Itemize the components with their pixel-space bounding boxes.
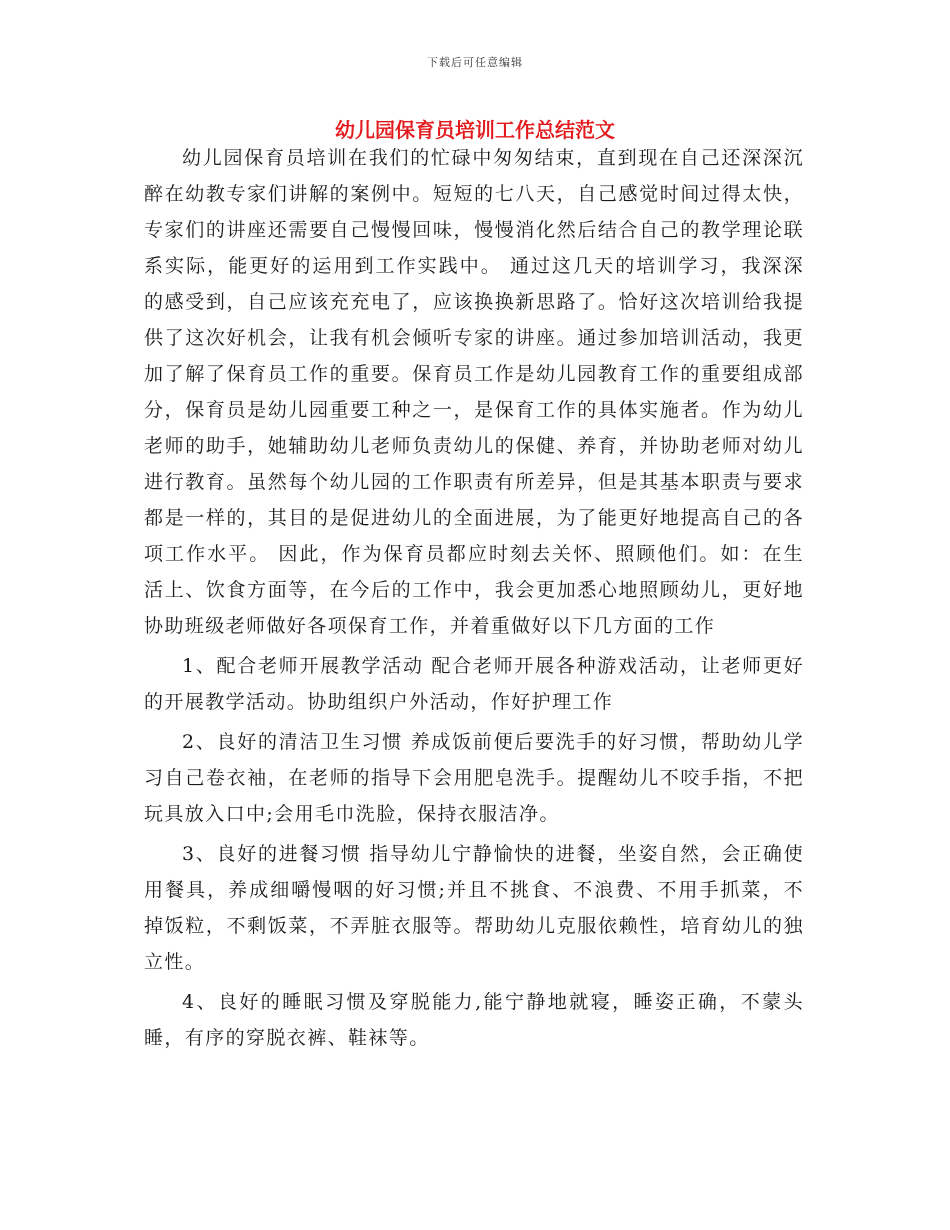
- document-title: 幼儿园保育员培训工作总结范文: [335, 118, 615, 142]
- document-body: [144, 140, 804, 1056]
- paragraph-item-3: 3、良好的进餐习惯 指导幼儿宁静愉快的进餐，坐姿自然，会正确使用餐具，养成细嚼慢咽的好习惯;并且不挑食、不浪费、不用手抓菜，不掉饭粒，不剩饭菜，不弄脏衣服等。帮助幼儿克服依赖性，培育幼儿的独立性。: [144, 843, 804, 973]
- paragraph-item-1: 1、配合老师开展教学活动 配合老师开展各种游戏活动，让老师更好的开展教学活动。协助组织户外活动，作好护理工作: [144, 655, 804, 713]
- paragraph-item-4: 4、良好的睡眠习惯及穿脱能力,能宁静地就寝，睡姿正确，不蒙头睡，有序的穿脱衣裤、鞋袜等。: [144, 991, 804, 1049]
- paragraph-intro: 幼儿园保育员培训在我们的忙碌中匆匆结束，直到现在自己还深深沉醉在幼教专家们讲解的案例中。短短的七八天，自己感觉时间过得太快，专家们的讲座还需要自己慢慢回味，慢慢消化然后结合自己的教学理论联系实际，能更好的运用到工作实践中。 通过这几天的培训学习，我深深的感受到，自己应该充充电了，应该换换新思路了。恰好这次培训给我提供了这次好机会，让我有机会倾听专家的讲座。通过参加培训活动，我更加了解了保育员工作的重要。保育员工作是幼儿园教育工作的重要组成部分，保育员是幼儿园重要工种之一，是保育工作的具体实施者。作为幼儿老师的助手，她辅助幼儿老师负责幼儿的保健、养育，并协助老师对幼儿进行教育。虽然每个幼儿园的工作职责有所差异，但是其基本职责与要求都是一样的，其目的是促进幼儿的全面进展，为了能更好地提高自己的各项工作水平。 因此，作为保育员都应时刻去关怀、照顾他们。如：在生活上、饮食方面等，在今后的工作中，我会更加悉心地照顾幼儿，更好地协助班级老师做好各项保育工作，并着重做好以下几方面的工作: [144, 147, 804, 637]
- page-header-note: 下载后可任意编辑: [427, 56, 523, 69]
- paragraph-item-2: 2、良好的清洁卫生习惯 养成饭前便后要洗手的好习惯，帮助幼儿学习自己卷衣袖，在老师的指导下会用肥皂洗手。提醒幼儿不咬手指，不把玩具放入口中;会用毛巾洗脸，保持衣服洁净。: [144, 731, 804, 825]
